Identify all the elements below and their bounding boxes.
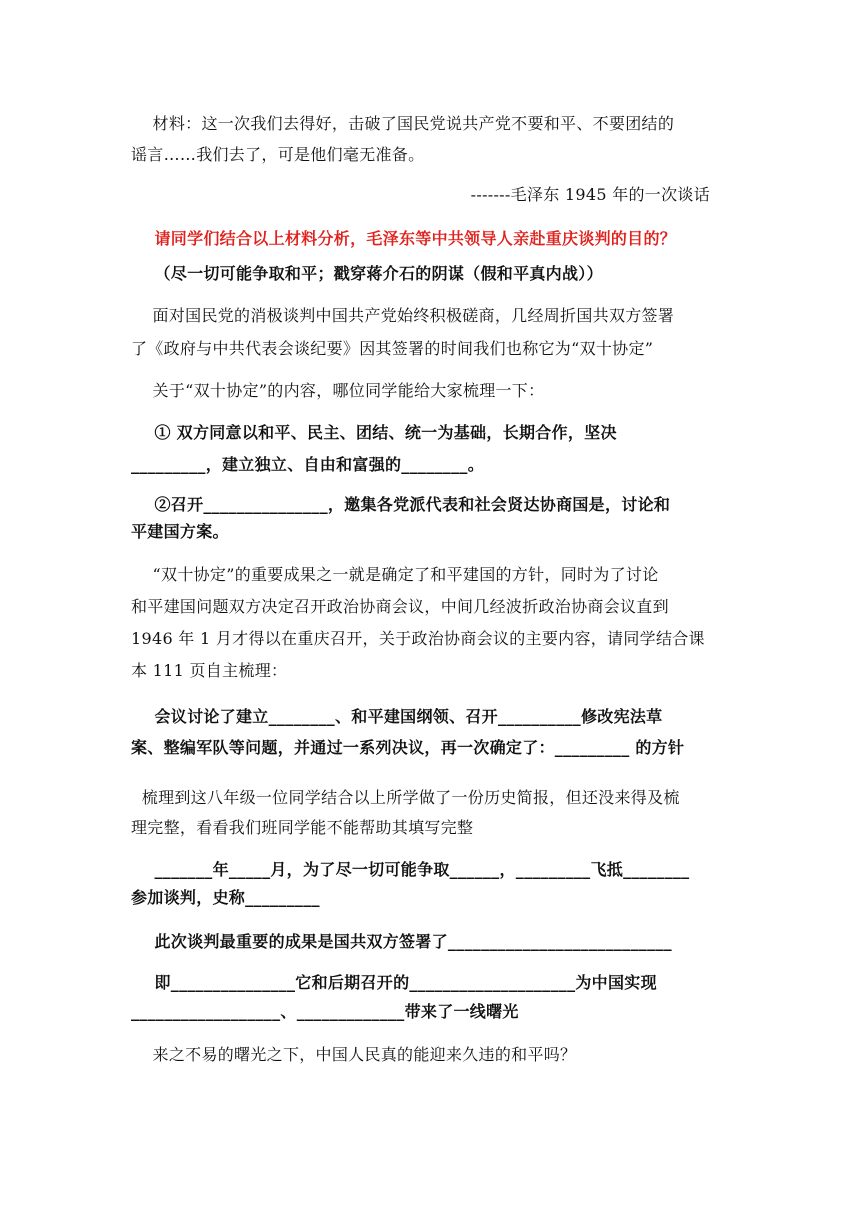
fill-blank-line: 参加谈判，史称_________ (131, 888, 320, 907)
question-red: 请同学们结合以上材料分析，毛泽东等中共领导人亲赴重庆谈判的目的？ (131, 229, 677, 248)
text-line: 谣言……我们去了，可是他们毫无准备。 (131, 145, 425, 164)
text-line: 材料：这一次我们去得好，击破了国民党说共产党不要和平、不要团结的 (131, 114, 675, 133)
fill-blank-line: _______年_____月，为了尽一切可能争取______，_________飞抵________ (131, 860, 690, 879)
fill-blank-line: ① 双方同意以和平、民主、团结、统一为基础，长期合作，坚决 (131, 423, 617, 442)
text-line: 1946 年 1 月才得以在重庆召开，关于政治协商会议的主要内容，请同学结合课 (131, 629, 705, 648)
fill-blank-line: _________，建立独立、自由和富强的________。 (131, 455, 485, 474)
fill-blank-line: 即_______________它和后期召开的____________________为中国实现 (131, 973, 657, 992)
text-line: 关于“双十协定”的内容，哪位同学能给大家梳理一下： (131, 381, 545, 400)
text-line: 来之不易的曙光之下，中国人民真的能迎来久违的和平吗？ (131, 1045, 577, 1064)
text-line: 本 111 页自主梳理： (131, 661, 288, 680)
text-line: 和平建国问题双方决定召开政治协商会议，中间几经波折政治协商会议直到 (131, 597, 669, 616)
quote-attribution: -------毛泽东 1945 年的一次谈话 (470, 185, 710, 204)
text-line: 理完整，看看我们班同学能不能帮助其填写完整 (131, 818, 474, 837)
text-line: 面对国民党的消极谈判中国共产党始终积极磋商，几经周折国共双方签署 (131, 306, 675, 325)
text-line: “双十协定”的重要成果之一就是确定了和平建国的方针，同时为了讨论 (131, 565, 659, 584)
text-line: 了《政府与中共代表会谈纪要》因其签署的时间我们也称它为“双十协定” (131, 339, 654, 358)
text-line: 梳理到这八年级一位同学结合以上所学做了一份历史简报，但还没来得及梳 (131, 788, 680, 807)
fill-blank-line: __________________、_____________带来了一线曙光 (131, 1002, 519, 1021)
fill-blank-line: 案、整编军队等问题，并通过一系列决议，再一次确定了：_________ 的方针 (131, 738, 685, 757)
fill-blank-line: 会议讨论了建立________、和平建国纲领、召开__________修改宪法草 (131, 707, 663, 726)
fill-blank-line: ②召开_______________，邀集各党派代表和社会贤达协商国是，讨论和 (131, 495, 671, 514)
answer-text: （尽一切可能争取和平；戳穿蒋介石的阴谋（假和平真内战）） (131, 264, 603, 283)
fill-blank-line: 此次谈判最重要的成果是国共双方签署了___________________________ (131, 932, 672, 951)
fill-blank-line: 平建国方案。 (131, 522, 229, 541)
